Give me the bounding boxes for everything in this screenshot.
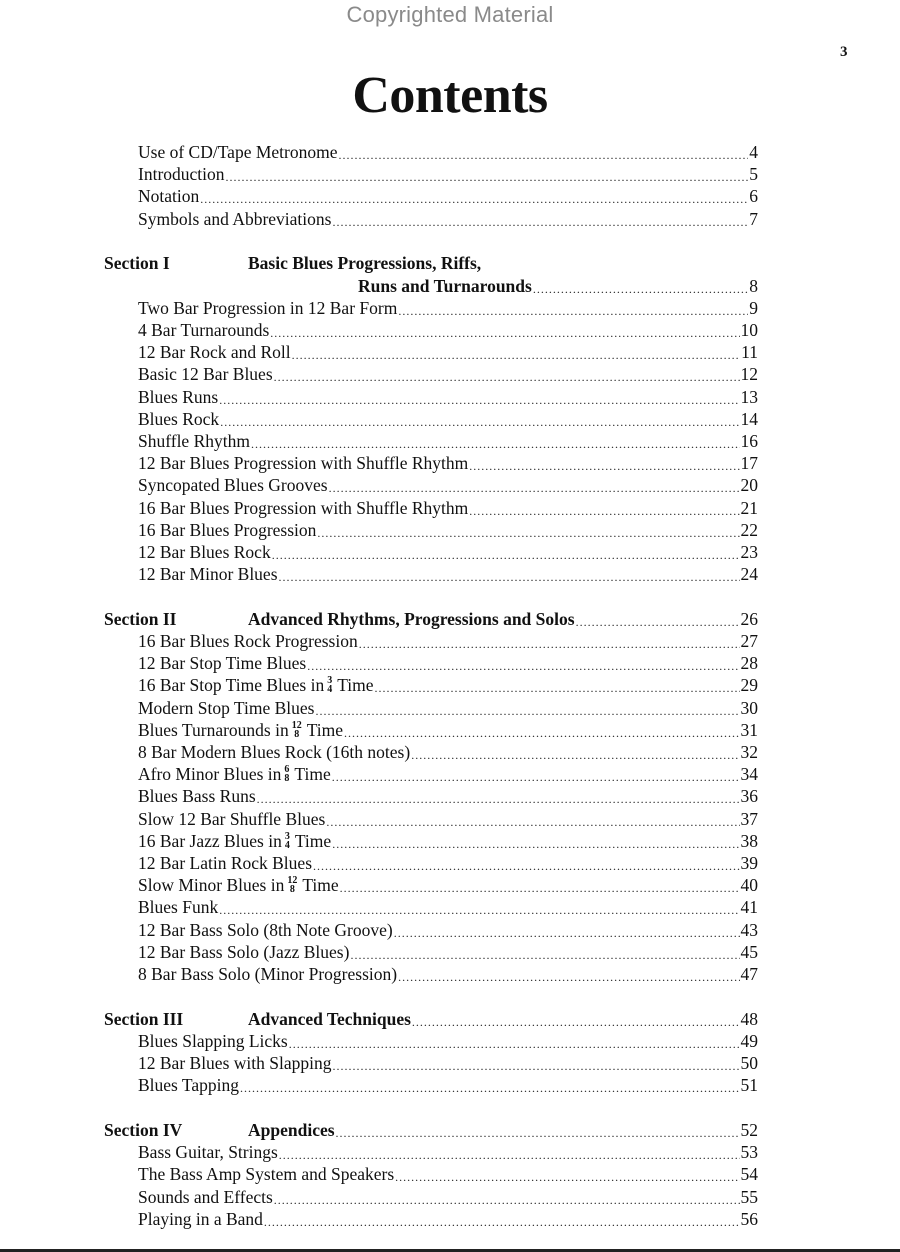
time-signature	[292, 721, 302, 739]
time-signature	[327, 676, 332, 694]
toc-entry-title	[138, 674, 374, 696]
time-signature	[285, 832, 290, 850]
toc-entry-text: 8 Bar Bass Solo (Minor Progression)	[138, 964, 398, 984]
toc-entry	[138, 185, 758, 207]
dot-leader	[332, 769, 740, 785]
toc-entry-title	[138, 719, 343, 741]
toc-entry-text: 12 Bar Minor Blues	[138, 564, 278, 585]
section-title-line2: Runs and Turnarounds	[358, 275, 532, 296]
toc-entry-title	[138, 941, 349, 963]
toc-entry-title	[138, 141, 338, 163]
toc-page-number: 27	[740, 631, 758, 651]
toc-entry-text: 16 Bar Blues Rock Progression	[138, 631, 358, 651]
section-label: Section III	[104, 1008, 184, 1029]
section-page-number: 52	[740, 1120, 758, 1140]
toc-entry	[138, 141, 758, 163]
toc-entry-text: 16 Bar Stop Time Blues in	[138, 675, 325, 696]
toc-entry-title	[138, 452, 468, 474]
dot-leader	[326, 814, 739, 830]
toc-page-number: 39	[740, 853, 758, 873]
page-title: Contents	[352, 67, 548, 124]
toc-page-number: 12	[740, 364, 758, 385]
toc-entry-title	[138, 519, 316, 541]
dot-leader	[313, 858, 739, 874]
dot-leader	[292, 347, 741, 363]
toc-entry-title	[138, 430, 250, 452]
toc-entry	[138, 830, 758, 852]
toc-entry	[138, 1163, 758, 1185]
toc-entry-title	[138, 874, 339, 896]
toc-page-number: 30	[740, 697, 758, 718]
dot-leader	[395, 1169, 739, 1185]
toc-entry-title	[138, 697, 315, 719]
page-number: 3	[840, 44, 848, 60]
toc-entry-title	[138, 1141, 278, 1163]
toc-page-number: 29	[740, 675, 758, 696]
toc-entry-text: 12 Bar Stop Time Blues	[138, 653, 307, 674]
toc-entry-suffix: Time	[306, 719, 344, 740]
toc-entry-title	[138, 785, 256, 807]
toc-entry-title	[138, 341, 291, 363]
toc-entry-text: Playing in a Band	[138, 1208, 263, 1229]
section-title: Appendices	[248, 1120, 335, 1140]
toc-page-number: 7	[749, 208, 758, 229]
toc-entry	[138, 963, 758, 985]
dot-leader	[200, 191, 748, 207]
toc-entry-title	[138, 319, 269, 341]
dot-leader	[219, 392, 739, 408]
toc-entry-title	[138, 474, 328, 496]
toc-entry	[138, 697, 758, 719]
toc-page-number: 17	[740, 453, 758, 474]
toc-entry-title	[138, 808, 325, 830]
toc-entry-title	[138, 630, 358, 652]
toc-entry-text: Introduction	[138, 164, 225, 185]
dot-leader	[344, 725, 739, 741]
toc-entry	[138, 852, 758, 874]
toc-entry	[138, 874, 758, 896]
time-signature-bottom: 8	[289, 884, 295, 896]
toc-entry-title	[138, 408, 219, 430]
toc-entry-title	[138, 919, 393, 941]
toc-entry-suffix: Time	[337, 675, 374, 696]
toc-page-number: 47	[740, 964, 758, 984]
toc-entry-title	[138, 741, 410, 763]
toc-page-number: 21	[740, 497, 758, 518]
dot-leader	[469, 503, 739, 519]
toc-entry	[138, 163, 758, 185]
section-heading	[104, 252, 758, 274]
toc-page-number: 16	[740, 430, 758, 451]
dot-leader	[220, 414, 739, 430]
toc-entry-text: Slow Minor Blues in	[138, 875, 285, 896]
section-page-number: 26	[740, 608, 758, 629]
toc-page-number: 36	[740, 786, 758, 807]
toc-entry-title	[138, 185, 199, 207]
dot-leader	[251, 436, 740, 452]
toc-entry	[138, 741, 758, 763]
dot-leader	[226, 169, 749, 185]
toc-entry-text: Notation	[138, 186, 200, 207]
toc-entry-text: 8 Bar Modern Blues Rock (16th notes)	[138, 742, 411, 762]
toc-entry	[138, 719, 758, 741]
toc-entry	[138, 1074, 758, 1096]
toc-entry-text: 16 Bar Jazz Blues in	[138, 830, 282, 851]
toc-entry	[138, 386, 758, 408]
toc-entry-text: Sounds and Effects	[138, 1186, 273, 1207]
toc-entry-title	[138, 963, 397, 985]
section-heading	[104, 1008, 758, 1030]
toc-page-number: 20	[740, 475, 758, 496]
toc-page-number: 13	[740, 386, 758, 407]
toc-page-number: 32	[740, 742, 758, 762]
dot-leader	[332, 1058, 739, 1074]
toc-page-number: 45	[740, 941, 758, 962]
toc-page-number: 6	[749, 186, 758, 207]
toc-page-number: 54	[740, 1164, 758, 1185]
toc-entry	[138, 541, 758, 563]
toc-entry	[138, 941, 758, 963]
toc-entry-text: 12 Bar Blues Progression with Shuffle Rhythm	[138, 453, 469, 474]
toc-entry-title	[138, 163, 225, 185]
time-signature-bottom: 8	[284, 773, 290, 785]
toc-page-number: 4	[749, 142, 758, 162]
section-heading	[104, 608, 758, 630]
dot-leader	[576, 614, 740, 630]
dot-leader	[270, 325, 739, 341]
time-signature-top: 3	[284, 830, 290, 842]
toc-page-number: 55	[740, 1186, 758, 1207]
toc-entry-text: Blues Tapping	[138, 1075, 240, 1096]
toc-entry-text: Two Bar Progression in 12 Bar Form	[138, 297, 398, 318]
toc-entry-text: 12 Bar Bass Solo (8th Note Groove)	[138, 919, 393, 940]
toc-entry	[138, 1030, 758, 1052]
dot-leader	[359, 636, 740, 652]
toc-entry-text: Use of CD/Tape Metronome	[138, 142, 338, 162]
toc-entry-text: Slow 12 Bar Shuffle Blues	[138, 808, 326, 829]
dot-leader	[332, 836, 739, 852]
toc-entry	[138, 1186, 758, 1208]
toc-entry	[138, 1208, 758, 1230]
toc-entry-text: Blues Rock	[138, 408, 220, 429]
toc-entry-text: 12 Bar Bass Solo (Jazz Blues)	[138, 941, 350, 962]
toc-page-number: 34	[740, 764, 758, 785]
toc-page-number: 10	[740, 319, 758, 340]
toc-entry-text: Blues Funk	[138, 897, 219, 918]
toc-page-number: 50	[740, 1053, 758, 1074]
toc-page-number: 24	[740, 564, 758, 585]
toc-entry	[138, 630, 758, 652]
toc-entry-suffix: Time	[294, 830, 332, 851]
toc-page-number: 56	[740, 1208, 758, 1229]
toc-page-number: 41	[740, 897, 758, 918]
toc-entry-title	[138, 896, 218, 918]
toc-entry	[138, 474, 758, 496]
time-signature-top: 6	[284, 764, 290, 776]
toc-entry-text: Blues Turnarounds in	[138, 719, 289, 740]
section-title: Basic Blues Progressions, Riffs,	[248, 253, 482, 274]
toc-entry-text: 12 Bar Blues with Slapping	[138, 1053, 332, 1074]
toc-page-number: 28	[740, 653, 758, 674]
dot-leader	[412, 1014, 740, 1030]
dot-leader	[533, 281, 748, 297]
toc-entry-text: Basic 12 Bar Blues	[138, 364, 273, 385]
toc-page-number: 49	[740, 1030, 758, 1051]
toc-entry-title	[138, 852, 312, 874]
toc-page-number: 22	[740, 519, 758, 540]
toc-entry	[138, 208, 758, 230]
dot-leader	[240, 1080, 739, 1096]
dot-leader	[279, 1147, 740, 1163]
toc-entry	[138, 519, 758, 541]
section-label: Section IV	[104, 1120, 183, 1140]
toc-page-number: 38	[740, 830, 758, 851]
toc-entry-text: Symbols and Abbreviations	[138, 208, 332, 229]
section-heading-continued	[104, 275, 758, 297]
toc-entry-text: 12 Bar Rock and Roll	[138, 342, 291, 363]
section-label: Section II	[104, 608, 177, 629]
dot-leader	[469, 458, 739, 474]
toc-entry-title	[138, 830, 331, 852]
time-signature-top: 12	[287, 875, 298, 887]
toc-entry	[138, 408, 758, 430]
toc-entry-title	[138, 763, 331, 785]
time-signature	[284, 765, 289, 783]
dot-leader	[274, 1192, 740, 1208]
toc-entry-text: Blues Runs	[138, 386, 219, 407]
toc-page-number: 14	[740, 408, 758, 429]
toc-entry	[138, 363, 758, 385]
dot-leader	[411, 747, 739, 763]
toc-entry-title	[138, 386, 218, 408]
toc-entry-title	[138, 208, 331, 230]
time-signature-top: 3	[327, 675, 333, 687]
toc-page-number: 53	[740, 1142, 758, 1163]
section-page-number: 8	[749, 275, 758, 296]
dot-leader	[375, 680, 740, 696]
toc-entry	[138, 785, 758, 807]
toc-entry-text: 12 Bar Latin Rock Blues	[138, 853, 313, 873]
copyright-watermark: Copyrighted Material	[346, 2, 554, 27]
section-heading	[104, 1119, 758, 1141]
toc-entry-suffix: Time	[302, 875, 339, 896]
dot-leader	[332, 214, 748, 230]
dot-leader	[336, 1125, 740, 1141]
dot-leader	[219, 902, 739, 918]
toc-entry	[138, 319, 758, 341]
toc-entry-text: Bass Guitar, Strings	[138, 1142, 278, 1163]
toc-entry	[138, 452, 758, 474]
toc-entry	[138, 763, 758, 785]
toc-page-number: 5	[749, 164, 758, 185]
toc-page-number: 31	[740, 719, 758, 740]
toc-entry	[138, 297, 758, 319]
toc-entry-text: Afro Minor Blues in	[138, 764, 282, 785]
toc-entry	[138, 1052, 758, 1074]
toc-entry	[138, 919, 758, 941]
toc-entry	[138, 808, 758, 830]
toc-entry-title	[138, 563, 278, 585]
toc-entry-text: Syncopated Blues Grooves	[138, 475, 328, 496]
toc-entry-title	[138, 541, 271, 563]
dot-leader	[398, 969, 739, 985]
section-title: Advanced Techniques	[248, 1008, 411, 1029]
section-label: Section I	[104, 253, 170, 274]
toc-entry	[138, 341, 758, 363]
toc-entry-title	[138, 1208, 263, 1230]
toc-entry-title	[138, 1052, 331, 1074]
toc-entry	[138, 1141, 758, 1163]
dot-leader	[394, 925, 740, 941]
dot-leader	[340, 880, 740, 896]
section-title: Advanced Rhythms, Progressions and Solos	[248, 608, 575, 629]
toc-page-number: 43	[740, 919, 758, 940]
toc-entry-title	[138, 1030, 288, 1052]
dot-leader	[307, 658, 739, 674]
toc-entry-title	[138, 1074, 239, 1096]
dot-leader	[257, 791, 740, 807]
dot-leader	[317, 525, 739, 541]
toc-entry	[138, 497, 758, 519]
toc-entry-title	[138, 363, 273, 385]
toc-entry-suffix: Time	[294, 764, 331, 785]
dot-leader	[398, 303, 748, 319]
dot-leader	[279, 569, 740, 585]
toc-page-number: 51	[740, 1075, 758, 1096]
dot-leader	[264, 1214, 740, 1230]
toc-entry	[138, 563, 758, 585]
toc-entry-title	[138, 497, 468, 519]
time-signature-top: 12	[291, 719, 302, 731]
dot-leader	[316, 703, 740, 719]
toc-entry-text: 16 Bar Blues Progression with Shuffle Rhythm	[138, 497, 469, 518]
toc-entry-text: 4 Bar Turnarounds	[138, 319, 270, 340]
dot-leader	[329, 480, 740, 496]
toc-page-number: 37	[740, 808, 758, 829]
toc-entry	[138, 896, 758, 918]
toc-page-number: 23	[740, 541, 758, 562]
toc-page-number: 40	[740, 875, 758, 896]
toc-entry-text: 16 Bar Blues Progression	[138, 519, 317, 540]
toc-page-number: 9	[749, 297, 758, 318]
toc-entry-text: The Bass Amp System and Speakers	[138, 1164, 395, 1185]
time-signature-bottom: 4	[284, 839, 290, 851]
toc-entry-title	[138, 1163, 394, 1185]
dot-leader	[350, 947, 739, 963]
toc-entry-text: 12 Bar Blues Rock	[138, 541, 271, 562]
toc-entry-text: Shuffle Rhythm	[138, 430, 250, 451]
toc-entry	[138, 674, 758, 696]
toc-page-number: 11	[741, 342, 758, 363]
section-page-number: 48	[740, 1008, 758, 1029]
dot-leader	[272, 547, 740, 563]
toc-entry-title	[138, 652, 306, 674]
time-signature-bottom: 4	[327, 684, 333, 696]
toc-entry	[138, 430, 758, 452]
dot-leader	[339, 147, 749, 163]
time-signature-bottom: 8	[294, 728, 300, 740]
toc-entry-text: Blues Bass Runs	[138, 786, 256, 807]
toc-entry-text: Modern Stop Time Blues	[138, 697, 315, 718]
toc-entry-title	[138, 1186, 273, 1208]
toc-entry	[138, 652, 758, 674]
toc-entry-title	[138, 297, 397, 319]
time-signature	[287, 876, 297, 894]
toc-entry-text: Blues Slapping Licks	[138, 1030, 288, 1051]
dot-leader	[289, 1036, 740, 1052]
dot-leader	[274, 369, 740, 385]
